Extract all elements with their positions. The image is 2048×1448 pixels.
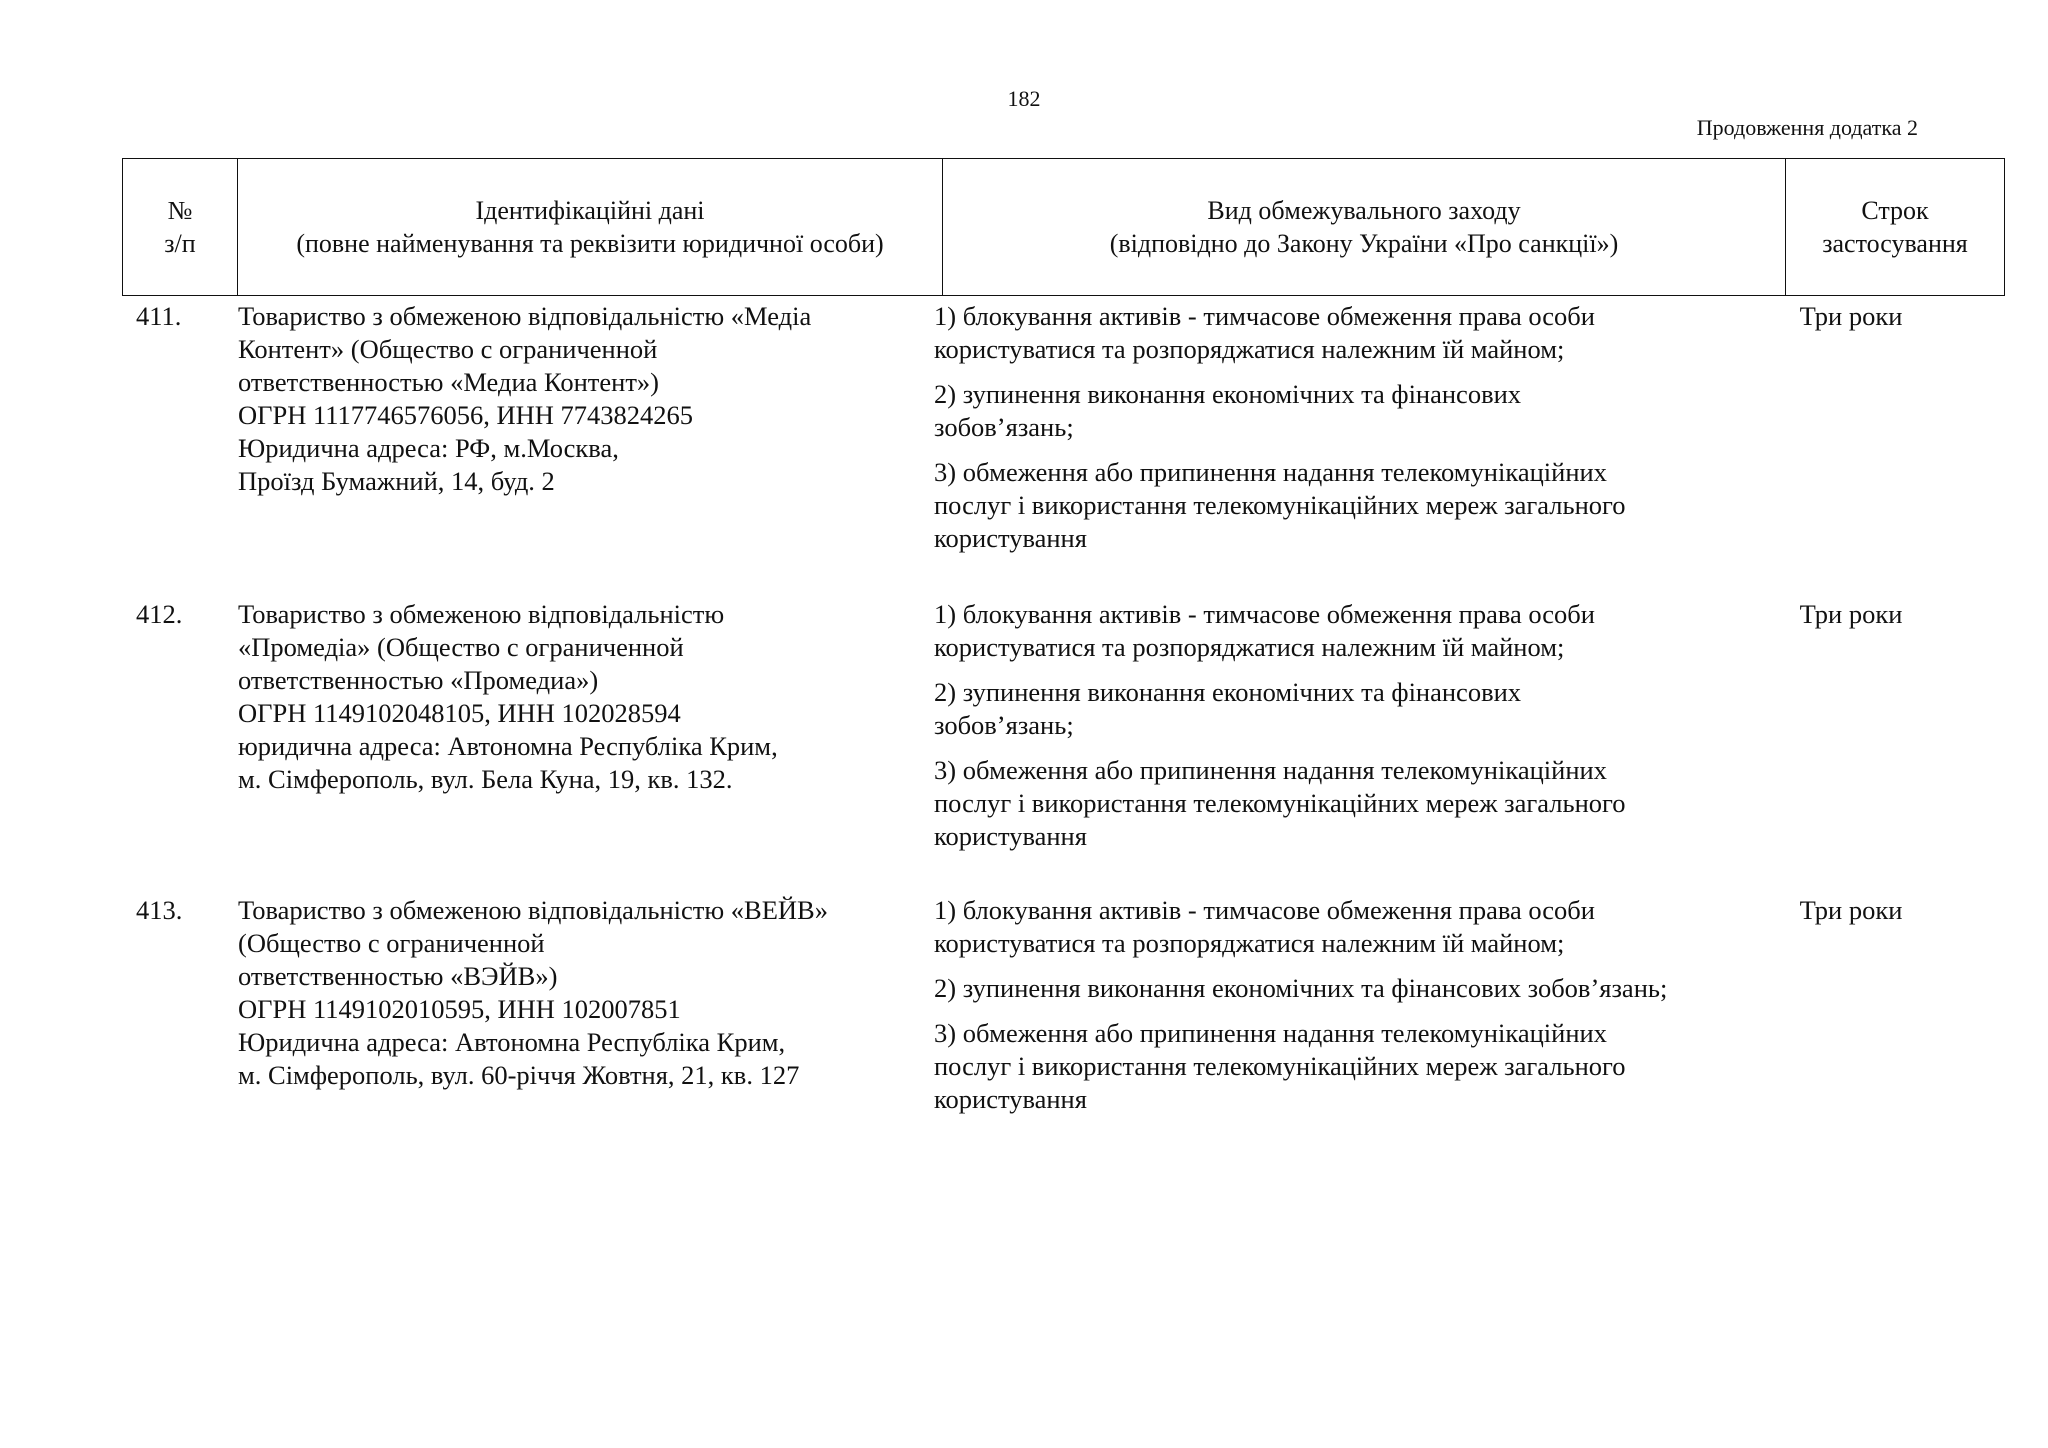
header-identification-line: (повне найменування та реквізити юридичної особи) — [296, 229, 884, 258]
measure-line: 1) блокування активів - тимчасове обмеження права особи — [934, 599, 1595, 629]
ident-line: «Промедіа» (Общество с ограниченной — [238, 632, 684, 662]
measure-line: послуг і використання телекомунікаційних мереж загального — [934, 490, 1626, 520]
row-measures — [934, 598, 1744, 865]
header-measure-type — [943, 159, 1786, 296]
row-measures — [934, 300, 1744, 567]
header-measure-line: (відповідно до Закону України «Про санкції») — [1109, 229, 1619, 258]
ident-line: Товариство з обмеженою відповідальністю «Медіа — [238, 301, 812, 331]
measure-item — [934, 456, 1744, 555]
row-number: 411. — [136, 301, 182, 331]
measure-item — [934, 598, 1744, 664]
measure-line: користуватися та розпоряджатися належним їй майном; — [934, 334, 1565, 364]
header-number-line: з/п — [164, 229, 196, 258]
continuation-note: Продовження додатка 2 — [1696, 115, 1918, 140]
header-term — [1786, 159, 2005, 296]
ident-line: (Общество с ограниченной — [238, 928, 545, 958]
header-term-line: застосування — [1822, 229, 1968, 258]
measure-line: користуватися та розпоряджатися належним їй майном; — [934, 632, 1565, 662]
header-measure-line: Вид обмежувального заходу — [1207, 196, 1521, 225]
ident-line: ОГРН 1117746576056, ИНН 7743824265 — [238, 400, 694, 430]
measure-line: 2) зупинення виконання економічних та фінансових зобов’язань; — [934, 973, 1668, 1003]
ident-line: ОГРН 1149102048105, ИНН 102028594 — [238, 698, 681, 728]
measure-line: користування — [934, 1084, 1087, 1114]
measure-item — [934, 1017, 1744, 1116]
table-header — [122, 158, 2005, 296]
measure-line: 2) зупинення виконання економічних та фінансових — [934, 379, 1522, 409]
header-term-line: Строк — [1861, 196, 1929, 225]
ident-line: м. Сімферополь, вул. 60-річчя Жовтня, 21, кв. 127 — [238, 1060, 800, 1090]
row-term: Три роки — [1799, 301, 1903, 331]
row-measures — [934, 894, 1744, 1128]
ident-line: ответственностью «Промедиа») — [238, 665, 599, 695]
page-number: 182 — [1007, 86, 1041, 111]
ident-line: Товариство з обмеженою відповідальністю — [238, 599, 725, 629]
measure-line: 3) обмеження або припинення надання телекомунікаційних — [934, 1018, 1607, 1048]
measure-line: 3) обмеження або припинення надання телекомунікаційних — [934, 457, 1607, 487]
header-identification — [238, 159, 943, 296]
ident-line: Юридична адреса: Автономна Республіка Крим, — [238, 1027, 786, 1057]
measure-line: користування — [934, 821, 1087, 851]
measure-item — [934, 894, 1744, 960]
measure-item — [934, 972, 1744, 1005]
ident-line: ответственностью «Медиа Контент») — [238, 367, 659, 397]
header-number — [123, 159, 238, 296]
measure-line: 2) зупинення виконання економічних та фінансових — [934, 677, 1522, 707]
header-identification-line: Ідентифікаційні дані — [475, 196, 705, 225]
row-term: Три роки — [1799, 599, 1903, 629]
row-identification — [238, 300, 928, 498]
row-number: 412. — [136, 599, 183, 629]
ident-line: Юридична адреса: РФ, м.Москва, — [238, 433, 619, 463]
ident-line: Товариство з обмеженою відповідальністю «ВЕЙВ» — [238, 895, 828, 925]
ident-line: ответственностью «ВЭЙВ») — [238, 961, 558, 991]
measure-line: зобов’язань; — [934, 710, 1074, 740]
row-number: 413. — [136, 895, 183, 925]
measure-line: 1) блокування активів - тимчасове обмеження права особи — [934, 301, 1595, 331]
ident-line: ОГРН 1149102010595, ИНН 102007851 — [238, 994, 681, 1024]
row-identification — [238, 598, 928, 796]
measure-line: користування — [934, 523, 1087, 553]
measure-item — [934, 300, 1744, 366]
ident-line: юридична адреса: Автономна Республіка Крим, — [238, 731, 778, 761]
ident-line: Проїзд Бумажний, 14, буд. 2 — [238, 466, 555, 496]
row-term: Три роки — [1799, 895, 1903, 925]
measure-line: послуг і використання телекомунікаційних мереж загального — [934, 1051, 1626, 1081]
measure-line: 1) блокування активів - тимчасове обмеження права особи — [934, 895, 1595, 925]
measure-item — [934, 754, 1744, 853]
measure-line: послуг і використання телекомунікаційних мереж загального — [934, 788, 1626, 818]
ident-line: Контент» (Общество с ограниченной — [238, 334, 658, 364]
measure-line: 3) обмеження або припинення надання телекомунікаційних — [934, 755, 1607, 785]
ident-line: м. Сімферополь, вул. Бела Куна, 19, кв. 132. — [238, 764, 733, 794]
header-number-line: № — [167, 196, 193, 225]
measure-item — [934, 676, 1744, 742]
measure-line: зобов’язань; — [934, 412, 1074, 442]
measure-line: користуватися та розпоряджатися належним їй майном; — [934, 928, 1565, 958]
row-identification — [238, 894, 928, 1092]
measure-item — [934, 378, 1744, 444]
